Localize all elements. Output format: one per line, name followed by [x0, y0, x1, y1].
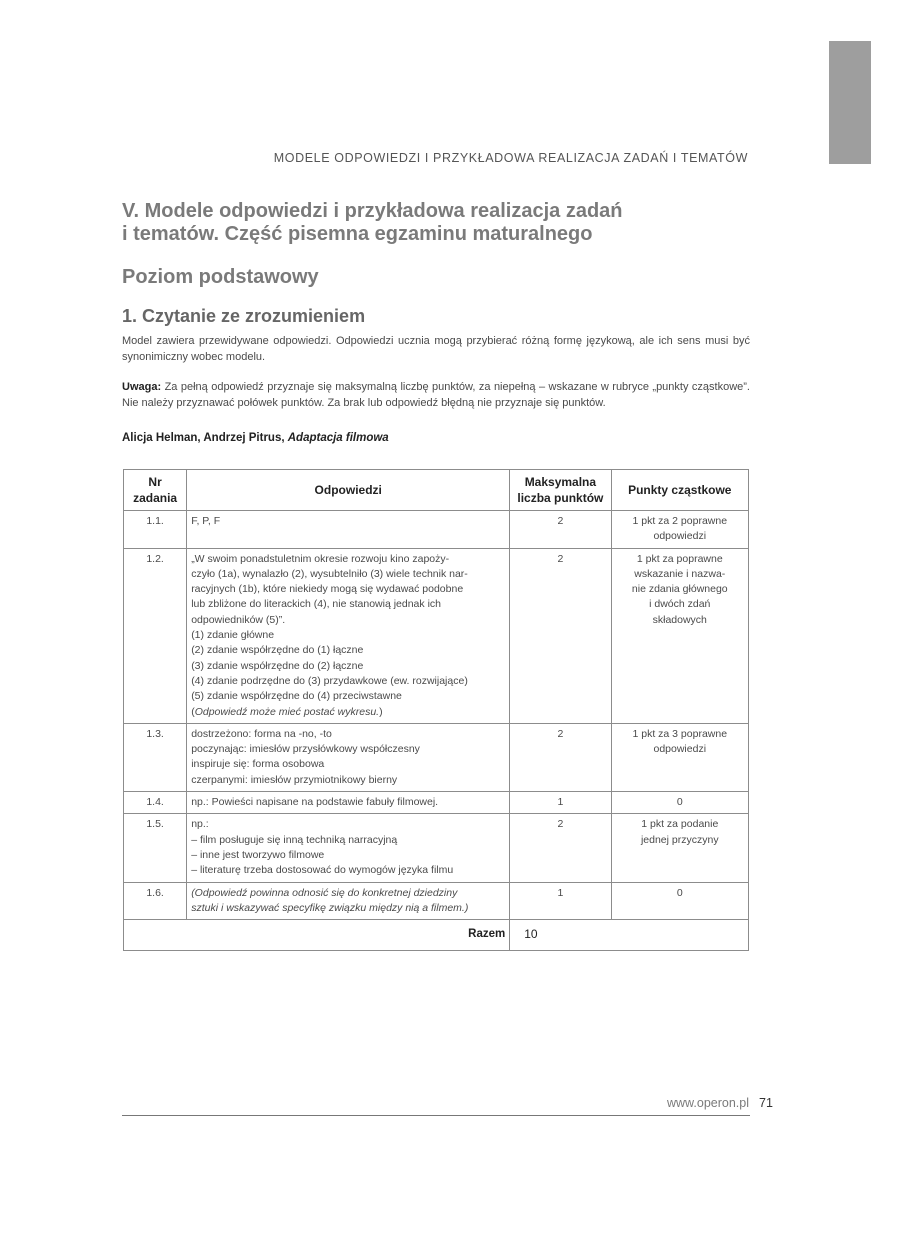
answer-line: racyjnych (1b), które niekiedy mogą się wydawać podobne [191, 583, 464, 596]
footer-url[interactable]: www.operon.pl [667, 1096, 749, 1110]
answer-italic-line: sztuki i wskazywać specyfikę związku między nią a filmem.) [191, 901, 469, 914]
answer-line: odpowiedników (5)”. [191, 613, 286, 626]
partial-line: jednej przyczyny [640, 833, 719, 846]
row-answer [187, 548, 510, 723]
row-answer [187, 511, 510, 549]
partial-line: składowych [652, 613, 707, 626]
row-answer [187, 882, 510, 920]
source-title: Adaptacja filmowa [287, 432, 389, 444]
table-row [124, 548, 749, 723]
row-nr: 1.1. [124, 511, 187, 549]
row-answer [187, 814, 510, 882]
chapter-title-line-2: i tematów. Część pisemna egzaminu maturalnego [122, 223, 593, 245]
source-authors: Alicja Helman, Andrzej Pitrus, [122, 432, 288, 444]
row-nr: 1.3. [124, 723, 187, 791]
partial-line: 1 pkt za poprawne [636, 552, 723, 565]
answer-line: czerpanymi: imiesłów przymiotnikowy bierny [191, 773, 398, 786]
answer-line: (2) zdanie współrzędne do (1) łączne [191, 644, 364, 657]
row-answer [187, 792, 510, 814]
row-max: 2 [510, 723, 611, 791]
answer-line: – inne jest tworzywo filmowe [191, 848, 325, 861]
header-max: Maksymalna liczba punktów [510, 470, 611, 511]
chapter-title [122, 200, 762, 246]
answer-line: – film posługuje się inną techniką narracyjną [191, 833, 398, 846]
header-partial: Punkty cząstkowe [611, 470, 748, 511]
note-paragraph [122, 379, 750, 411]
header-answers: Odpowiedzi [187, 470, 510, 511]
answer-line: (1) zdanie główne [191, 629, 275, 642]
row-max: 1 [510, 882, 611, 920]
table-row [124, 882, 749, 920]
partial-line: 1 pkt za podanie [641, 818, 719, 831]
answer-line: (3) zdanie współrzędne do (2) łączne [191, 659, 364, 672]
answer-line: (5) zdanie współrzędne do (4) przeciwstawne [191, 690, 402, 703]
row-max: 2 [510, 814, 611, 882]
answer-italic-note: Odpowiedź może mieć postać wykresu. [194, 705, 380, 718]
answer-line: „W swoim ponadstuletnim okresie rozwoju kino zapoży- [191, 552, 450, 565]
partial-line: 0 [676, 796, 683, 809]
intro-paragraph: Model zawiera przewidywane odpowiedzi. Odpowiedzi ucznia mogą przybierać różną formę językową, ale ich sens musi być synonimiczny wobec modelu. [122, 335, 750, 363]
partial-line: odpowiedzi [653, 530, 707, 543]
table-row [124, 814, 749, 882]
answer-line: np.: Powieści napisane na podstawie fabuły filmowej. [191, 796, 439, 809]
row-partial [611, 723, 748, 791]
footer-divider [122, 1115, 750, 1116]
partial-line: 1 pkt za 3 poprawne [632, 727, 728, 740]
row-max: 1 [510, 792, 611, 814]
row-partial [611, 511, 748, 549]
level-title: Poziom podstawowy [122, 266, 319, 288]
row-nr: 1.5. [124, 814, 187, 882]
answer-line: np.: [191, 818, 209, 831]
note-label: Uwaga: [122, 381, 162, 393]
total-row [124, 920, 749, 951]
partial-line: wskazanie i nazwa- [634, 567, 726, 580]
answer-line: F, P, F [191, 515, 221, 527]
table-header-row [124, 470, 749, 511]
answer-italic-line: (Odpowiedź powinna odnosić się do konkretnej dziedziny [191, 886, 458, 899]
note-text: Za pełną odpowiedź przyznaje się maksymalną liczbę punktów, za niepełną – wskazane w rubryce „punkty cząstkowe”. Nie należy przyznawać połówek punktów. Za brak lub odpowiedź błędną nie przyznaje się punktów. [122, 381, 750, 409]
answer-line: dostrzeżono: forma na -no, -to [191, 727, 332, 740]
total-value: 10 [510, 920, 749, 951]
total-label: Razem [124, 920, 510, 951]
row-max: 2 [510, 548, 611, 723]
row-nr: 1.2. [124, 548, 187, 723]
chapter-title-line-1: V. Modele odpowiedzi i przykładowa realizacja zadań [122, 200, 623, 222]
section-title: 1. Czytanie ze zrozumieniem [122, 306, 366, 326]
answer-line: inspiruje się: forma osobowa [191, 758, 325, 771]
partial-line: nie zdania głównego [631, 583, 728, 596]
row-nr: 1.6. [124, 882, 187, 920]
answer-line: lub zbliżone do literackich (4), nie stanowią jednak ich [191, 598, 441, 611]
answer-note-line: (Odpowiedź może mieć postać wykresu.) [191, 705, 383, 718]
table-row [124, 792, 749, 814]
row-max: 2 [510, 511, 611, 549]
table-row [124, 511, 749, 549]
side-tab-marker [829, 41, 871, 164]
running-header: MODELE ODPOWIEDZI I PRZYKŁADOWA REALIZACJA ZADAŃ I TEMATÓW [273, 151, 748, 165]
answer-line: poczynając: imiesłów przysłówkowy współczesny [191, 743, 420, 756]
partial-line: 0 [676, 886, 683, 899]
answers-table [123, 469, 749, 951]
row-partial [611, 548, 748, 723]
partial-line: odpowiedzi [653, 743, 707, 756]
partial-line: 1 pkt za 2 poprawne [632, 515, 728, 527]
row-partial [611, 792, 748, 814]
answer-line: – literaturę trzeba dostosować do wymogów języka filmu [191, 864, 454, 877]
row-partial [611, 882, 748, 920]
row-partial [611, 814, 748, 882]
answer-line: (4) zdanie podrzędne do (3) przydawkowe (ew. rozwijające) [191, 674, 468, 687]
header-nr: Nr zadania [124, 470, 187, 511]
table-row [124, 723, 749, 791]
page-number: 71 [759, 1096, 773, 1110]
row-nr: 1.4. [124, 792, 187, 814]
row-answer [187, 723, 510, 791]
source-citation [122, 432, 389, 444]
answer-line: czyło (1a), wynalazło (2), wysubtelniło (3) wiele technik nar- [191, 567, 468, 580]
partial-line: i dwóch zdań [649, 598, 711, 611]
